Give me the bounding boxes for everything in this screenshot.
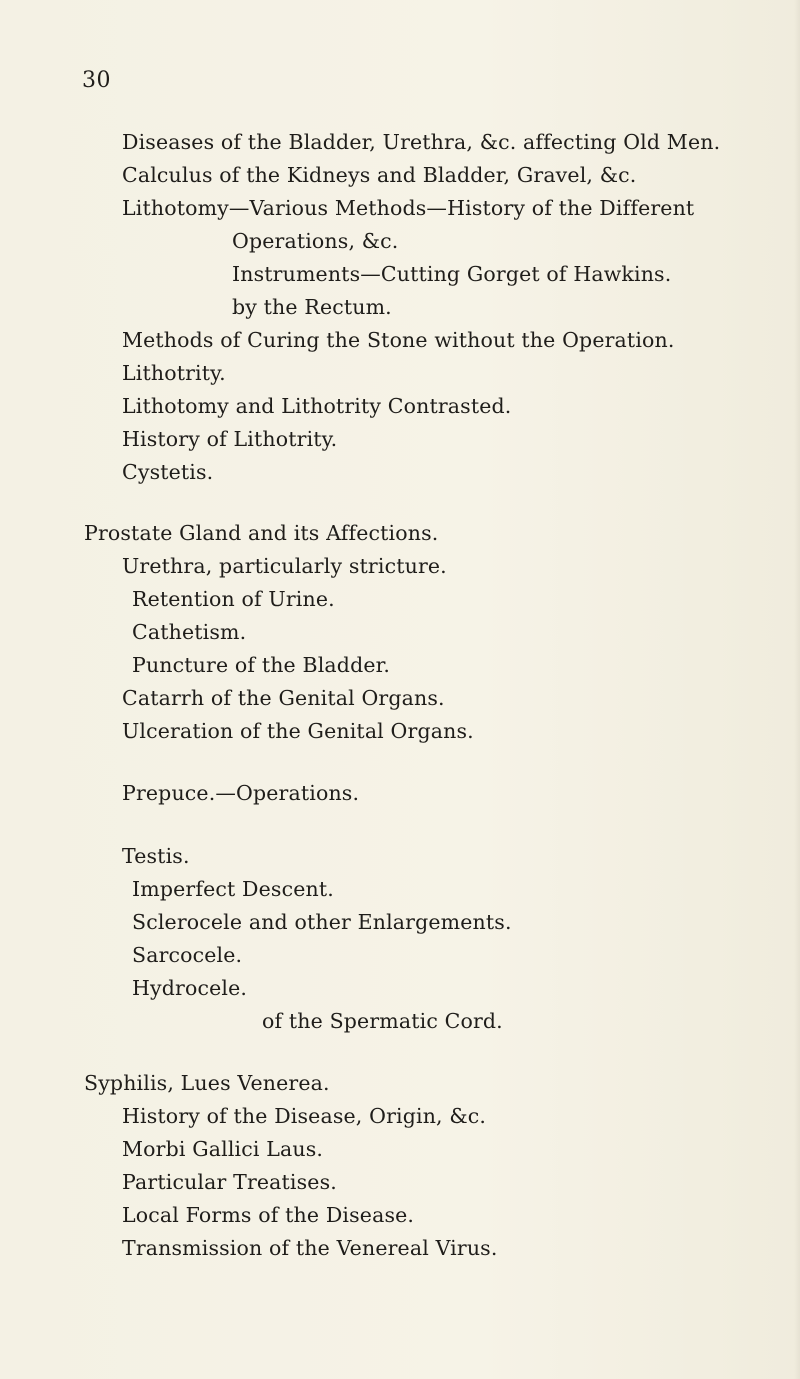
- text-line: Sclerocele and other Enlargements.: [132, 910, 512, 934]
- text-line: Urethra, particularly stricture.: [122, 554, 447, 578]
- text-line: Catarrh of the Genital Organs.: [122, 686, 445, 710]
- text-line: Puncture of the Bladder.: [132, 653, 390, 677]
- page-edge-shadow: [794, 0, 800, 1379]
- text-line: Diseases of the Bladder, Urethra, &c. affecting Old Men.: [122, 130, 721, 154]
- text-line: Cystetis.: [122, 460, 214, 484]
- text-line: Lithotomy and Lithotrity Contrasted.: [122, 394, 512, 418]
- text-line: Transmission of the Venereal Virus.: [122, 1236, 498, 1260]
- text-line: History of the Disease, Origin, &c.: [122, 1104, 487, 1128]
- text-line: of the Spermatic Cord.: [262, 1009, 503, 1033]
- section-heading: Testis.: [122, 844, 190, 868]
- page-number: 30: [82, 68, 111, 93]
- section-heading: Syphilis, Lues Venerea.: [84, 1071, 330, 1095]
- text-line: Cathetism.: [132, 620, 247, 644]
- text-line: Ulceration of the Genital Organs.: [122, 719, 474, 743]
- text-line: Instruments—Cutting Gorget of Hawkins.: [232, 262, 672, 286]
- text-line: Sarcocele.: [132, 943, 243, 967]
- section-heading: Prepuce.—Operations.: [122, 781, 360, 805]
- text-line: Retention of Urine.: [132, 587, 335, 611]
- text-line: Lithotrity.: [122, 361, 226, 385]
- text-line: Imperfect Descent.: [132, 877, 334, 901]
- section-heading: Prostate Gland and its Affections.: [84, 521, 439, 545]
- text-line: Lithotomy—Various Methods—History of the Different: [122, 196, 695, 220]
- text-line: Local Forms of the Disease.: [122, 1203, 415, 1227]
- text-line: Calculus of the Kidneys and Bladder, Gravel, &c.: [122, 163, 637, 187]
- text-line: by the Rectum.: [232, 295, 392, 319]
- text-line: Methods of Curing the Stone without the Operation.: [122, 328, 675, 352]
- text-line: Hydrocele.: [132, 976, 248, 1000]
- text-line: Morbi Gallici Laus.: [122, 1137, 324, 1161]
- text-line: Operations, &c.: [232, 229, 399, 253]
- text-line: Particular Treatises.: [122, 1170, 337, 1194]
- text-line: History of Lithotrity.: [122, 427, 338, 451]
